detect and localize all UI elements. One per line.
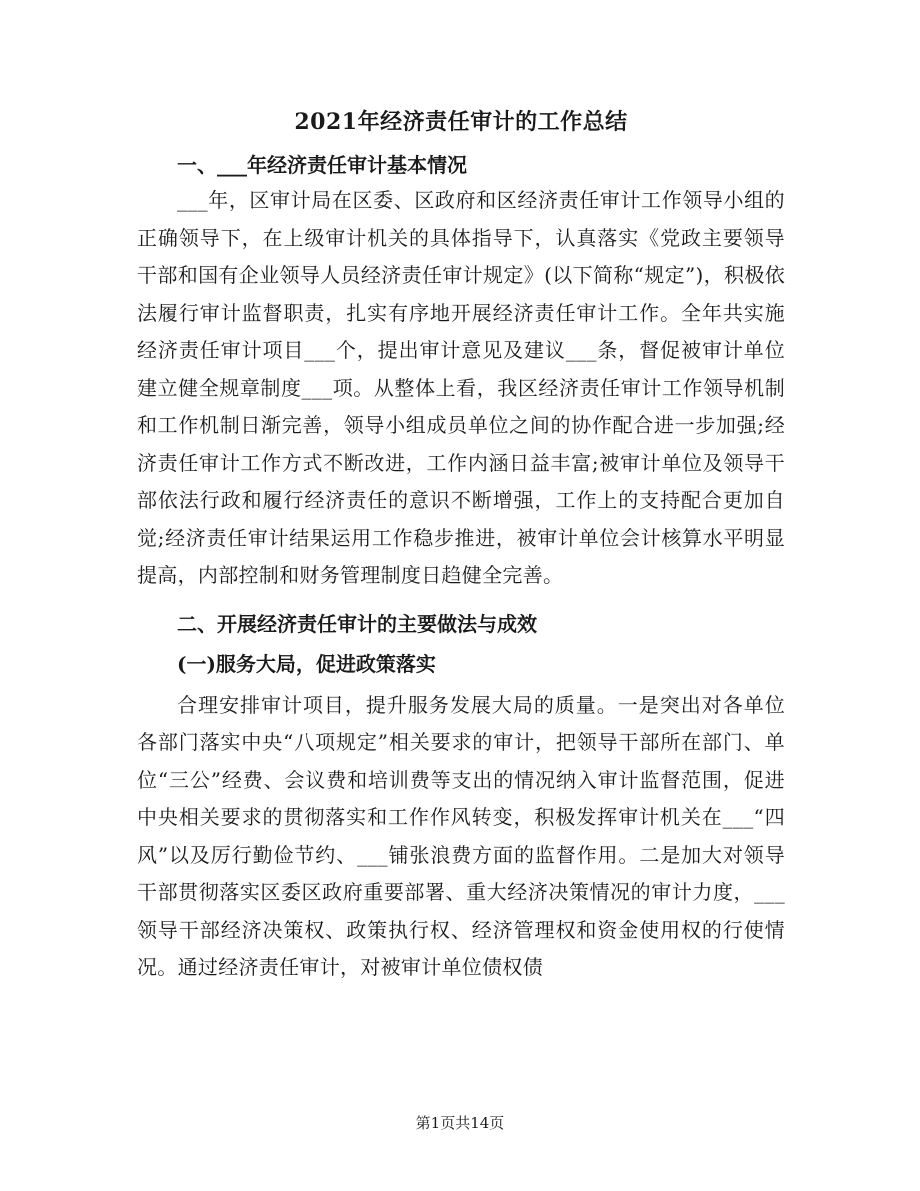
subsection-1-heading: (一)服务大局，促进政策落实 [177,651,436,676]
section-2-heading: 二、开展经济责任审计的主要做法与成效 [177,611,537,636]
document-title: 2021年经济责任审计的工作总结 [294,109,628,135]
page-number-footer: 第1页共14页 [415,1114,505,1132]
section-1-heading: 一、___年经济责任审计基本情况 [177,153,467,177]
document-body [137,106,785,987]
subsection-1-paragraph: 合理安排审计项目，提升服务发展大局的质量。一是突出对各单位各部门落实中央“八项规定”相关要求的审计，把领导干部所在部门、单位“三公”经费、会议费和培训费等支出的情况纳入审计监督范围，促进中央相关要求的贯彻落实和工作作风转变，积极发挥审计机关在___“四风”以及厉行勤俭节约、___铺张浪费方面的监督作用。二是加大对领导干部贯彻落实区委区政府重要部署、重大经济决策情况的审计力度，___领导干部经济决策权、政策执行权、经济管理权和资金使用权的行使情况。通过经济责任审计，对被审计单位债权债 [137,692,785,979]
section-1-paragraph: ___年，区审计局在区委、区政府和区经济责任审计工作领导小组的正确领导下，在上级审计机关的具体指导下，认真落实《党政主要领导干部和国有企业领导人员经济责任审计规定》(以下简称“规定”)，积极依法履行审计监督职责，扎实有序地开展经济责任审计工作。全年共实施经济责任审计项目___个，提出审计意见及建议___条，督促被审计单位建立健全规章制度___项。从整体上看，我区经济责任审计工作领导机制和工作机制日渐完善，领导小组成员单位之间的协作配合进一步加强;经济责任审计工作方式不断改进，工作内涵日益丰富;被审计单位及领导干部依法行政和履行经济责任的意识不断增强，工作上的支持配合更加自觉;经济责任审计结果运用工作稳步推进，被审计单位会计核算水平明显提高，内部控制和财务管理制度日趋健全完善。 [137,188,785,587]
